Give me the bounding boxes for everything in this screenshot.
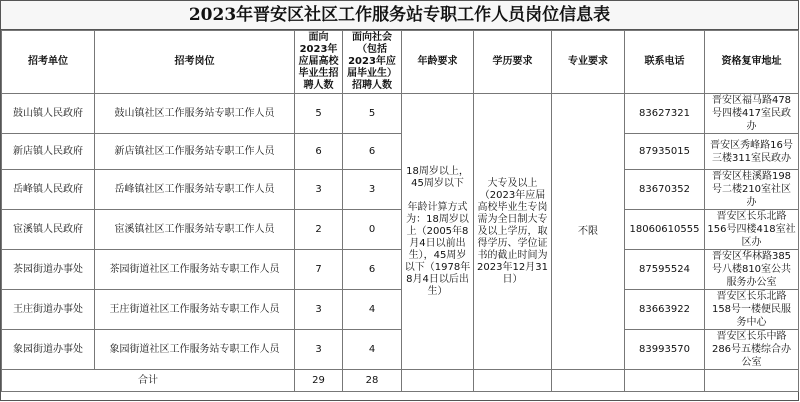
- cell-post: 宦溪镇社区工作服务站专职工作人员: [95, 210, 295, 250]
- cell-grad: 5: [295, 94, 343, 134]
- cell-grad: 2: [295, 210, 343, 250]
- cell-unit: 茶园街道办事处: [2, 250, 95, 290]
- cell-post: 岳峰镇社区工作服务站专职工作人员: [95, 170, 295, 210]
- cell-post: 鼓山镇社区工作服务站专职工作人员: [95, 94, 295, 134]
- total-empty-major: [552, 370, 625, 392]
- cell-social: 3: [343, 170, 402, 210]
- cell-unit: 宦溪镇人民政府: [2, 210, 95, 250]
- cell-address: 晋安区桂溪路198号二楼210室社区办: [705, 170, 799, 210]
- cell-social: 6: [343, 250, 402, 290]
- sheet-title: 2023年晋安区社区工作服务站专职工作人员岗位信息表: [1, 1, 798, 30]
- cell-address: 晋安区长乐北路156号四楼418室社区办: [705, 210, 799, 250]
- cell-grad: 3: [295, 170, 343, 210]
- cell-unit: 象园街道办事处: [2, 330, 95, 370]
- header-major: 专业要求: [552, 31, 625, 94]
- table-row: [2, 170, 799, 210]
- cell-address: 晋安区秀峰路16号三楼311室民政办: [705, 134, 799, 170]
- table-row: [2, 330, 799, 370]
- cell-grad: 3: [295, 290, 343, 330]
- cell-post: 茶园街道社区工作服务站专职工作人员: [95, 250, 295, 290]
- total-label: 合计: [2, 370, 295, 392]
- cell-grad: 3: [295, 330, 343, 370]
- cell-address: 晋安区福马路478号四楼417室民政办: [705, 94, 799, 134]
- cell-phone: 83663922: [625, 290, 705, 330]
- cell-social: 0: [343, 210, 402, 250]
- cell-phone: 87935015: [625, 134, 705, 170]
- total-grad: 29: [295, 370, 343, 392]
- cell-phone: 83627321: [625, 94, 705, 134]
- cell-major-requirement: 不限: [552, 94, 625, 370]
- table-row: [2, 94, 799, 134]
- header-unit: 招考单位: [2, 31, 95, 94]
- cell-grad: 7: [295, 250, 343, 290]
- cell-phone: 83993570: [625, 330, 705, 370]
- total-social: 28: [343, 370, 402, 392]
- cell-education-requirement: 大专及以上（2023年应届高校毕业生专岗需为全日制大专及以上学历，取得学历、学位证书的截止时间为2023年12月31日）: [474, 94, 552, 370]
- header-education: 学历要求: [474, 31, 552, 94]
- cell-unit: 岳峰镇人民政府: [2, 170, 95, 210]
- cell-phone: 18060610555: [625, 210, 705, 250]
- total-empty-education: [474, 370, 552, 392]
- total-empty-phone: [625, 370, 705, 392]
- total-empty-age: [402, 370, 474, 392]
- header-social-count: 面向社会（包括2023年应届毕业生）招聘人数: [343, 31, 402, 94]
- cell-social: 6: [343, 134, 402, 170]
- total-empty-address: [705, 370, 799, 392]
- table-row: [2, 250, 799, 290]
- job-table: [1, 30, 799, 392]
- cell-social: 4: [343, 290, 402, 330]
- cell-address: 晋安区长乐中路286号五楼综合办公室: [705, 330, 799, 370]
- table-row: [2, 210, 799, 250]
- cell-post: 象园街道社区工作服务站专职工作人员: [95, 330, 295, 370]
- cell-social: 4: [343, 330, 402, 370]
- cell-post: 新店镇社区工作服务站专职工作人员: [95, 134, 295, 170]
- cell-address: 晋安区华林路385号八楼810室公共服务办公室: [705, 250, 799, 290]
- header-row: [2, 31, 799, 94]
- total-row: [2, 370, 799, 392]
- cell-unit: 王庄街道办事处: [2, 290, 95, 330]
- cell-unit: 鼓山镇人民政府: [2, 94, 95, 134]
- cell-phone: 87595524: [625, 250, 705, 290]
- header-post: 招考岗位: [95, 31, 295, 94]
- cell-social: 5: [343, 94, 402, 134]
- cell-grad: 6: [295, 134, 343, 170]
- header-age: 年龄要求: [402, 31, 474, 94]
- cell-phone: 83670352: [625, 170, 705, 210]
- header-grad-count: 面向2023年应届高校毕业生招聘人数: [295, 31, 343, 94]
- table-row: [2, 134, 799, 170]
- table-row: [2, 290, 799, 330]
- header-phone: 联系电话: [625, 31, 705, 94]
- header-address: 资格复审地址: [705, 31, 799, 94]
- cell-address: 晋安区长乐北路158号一楼便民服务中心: [705, 290, 799, 330]
- cell-age-requirement: 18周岁以上，45周岁以下 年龄计算方式为：18周岁以上（2005年8月4日以前出生），45周岁以下（1978年8月4日以后出生）: [402, 94, 474, 370]
- cell-post: 王庄街道社区工作服务站专职工作人员: [95, 290, 295, 330]
- cell-unit: 新店镇人民政府: [2, 134, 95, 170]
